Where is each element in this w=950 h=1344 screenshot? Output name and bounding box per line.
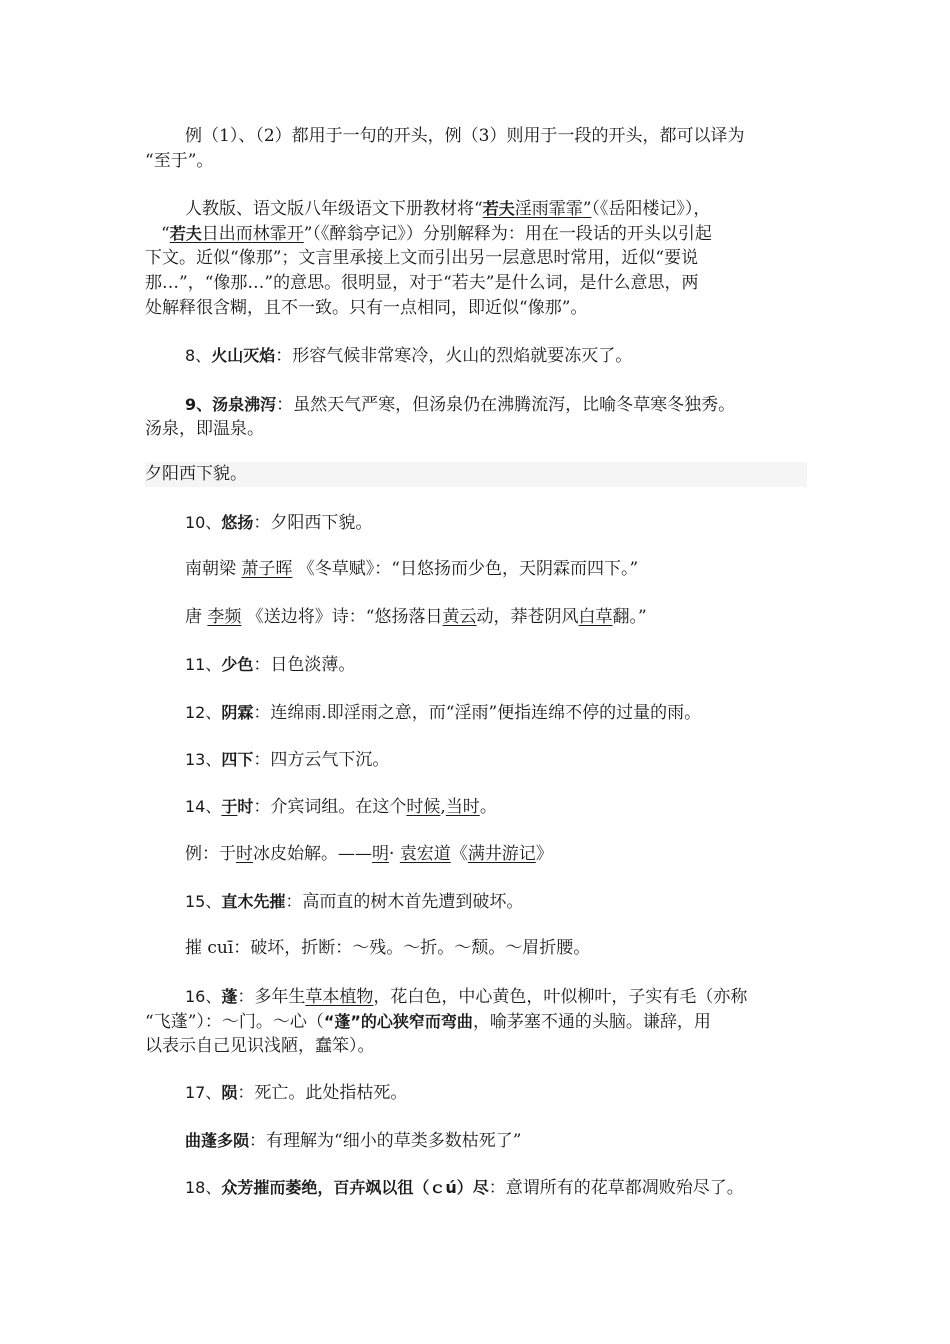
- title-link[interactable]: 满井游记: [467, 844, 536, 864]
- item-term: 时: [237, 797, 254, 816]
- item-term: 四下: [221, 750, 254, 769]
- text: “飞蓬”）：～门。～心（: [145, 1012, 324, 1032]
- item-term: 阴霖: [221, 703, 254, 722]
- text: ·: [389, 844, 400, 864]
- item-number: 16、: [185, 987, 222, 1006]
- text: ”: [582, 199, 592, 219]
- item-term: 众芳摧而萎绝，百卉飒以徂（ｃú）尽: [221, 1178, 489, 1197]
- item-number: 11、: [185, 655, 222, 674]
- text: 那…”，“像那…”的意思。很明显，对于“若夫”是什么词，是什么意思，两: [145, 273, 699, 293]
- item-8: [145, 343, 807, 369]
- item-definition: ：夕阳西下貌。: [253, 513, 373, 533]
- text: 《冬草赋》：“日悠扬而少色，天阴霖而四下。”: [292, 559, 639, 579]
- term-link[interactable]: 黄云: [442, 607, 477, 627]
- item-definition: ：高而直的树木首先遭到破坏。: [285, 892, 524, 912]
- item-number: 18、: [185, 1178, 222, 1197]
- text: 例：于: [185, 844, 236, 864]
- item-12: [145, 700, 807, 726]
- item-number: 14、: [185, 797, 222, 816]
- text: 摧 cuī：破坏，折断：～残。～折。～颓。～眉折腰。: [185, 938, 591, 958]
- term-link[interactable]: 于: [221, 797, 238, 816]
- item-14: [145, 794, 807, 820]
- author-link[interactable]: 李频: [207, 607, 242, 627]
- text: 夕阳西下貌。: [145, 464, 247, 484]
- item-definition: ：四方云气下沉。: [253, 750, 390, 770]
- item-definition: ：形容气候非常寒冷，火山的烈焰就要冻灭了。: [275, 346, 633, 366]
- item-term: 悠扬: [221, 513, 254, 532]
- text: ,: [440, 797, 446, 817]
- text: 人教版、语文版八年级语文下册教材将“: [185, 199, 483, 219]
- item-18: [145, 1175, 807, 1201]
- item-term: 火山灭焰: [211, 346, 276, 365]
- term-link[interactable]: 白草: [578, 607, 613, 627]
- text: 例（1）、（2）都用于一句的开头，例（3）则用于一段的开头，都可以译为: [185, 126, 745, 146]
- item-number: 13、: [185, 750, 222, 769]
- term-link[interactable]: 当时: [445, 797, 480, 817]
- item-10: [145, 510, 807, 536]
- highlighted-line: [145, 462, 807, 487]
- item-definition: ：意谓所有的花草都凋败殆尽了。: [488, 1178, 744, 1198]
- link-text: 日出而林霏开: [201, 224, 304, 244]
- text: 汤泉，即温泉。: [145, 419, 264, 439]
- text: 动，莽苍阴风: [476, 607, 579, 627]
- paragraph-2-line-2: [161, 221, 823, 247]
- item-definition: ：介宾词组。在这个: [253, 797, 407, 817]
- text: 处解释很含糊，且不一致。只有一点相同，即近似“像那”。: [145, 298, 588, 318]
- item-number: 9、: [185, 395, 213, 414]
- item-16-line-3: [145, 1034, 807, 1059]
- item-number: 17、: [185, 1083, 222, 1102]
- item-15: [145, 889, 807, 915]
- text: 《送边将》诗：“悠扬落日: [241, 607, 443, 627]
- item-definition: ：有理解为“细小的草类多数枯死了”: [249, 1131, 522, 1151]
- link-text: 淫雨霏霏: [514, 199, 583, 219]
- text: 南朝梁: [185, 559, 242, 579]
- item-16: [145, 984, 807, 1010]
- item-9-line-2: [145, 417, 807, 442]
- item-9: [145, 392, 807, 418]
- term-ruofu: 若夫: [482, 199, 515, 218]
- text: 下文。近似“像那”；文言里承接上文而引出另一层意思时常用，近似“要说: [145, 248, 699, 268]
- paragraph-2-line-5: [145, 296, 807, 321]
- text: 唐: [185, 607, 208, 627]
- item-definition: ：多年生: [237, 987, 306, 1007]
- paragraph-2-line-4: [145, 271, 807, 296]
- item-term: 直木先摧: [221, 892, 286, 911]
- item-term: 汤泉沸泻: [212, 395, 277, 414]
- bold-text: “蓬”的心狭窄而弯曲: [323, 1012, 473, 1031]
- item-16-line-2: [145, 1009, 807, 1035]
- item-number: 12、: [185, 703, 222, 722]
- text: 以表示自己见识浅陋，蠢笨）。: [145, 1036, 375, 1056]
- text: “: [161, 224, 170, 244]
- item-term: 少色: [221, 655, 254, 674]
- paragraph-1: [145, 124, 807, 149]
- item-11: [145, 652, 807, 678]
- item-13: [145, 747, 807, 773]
- text: 翻。”: [612, 607, 647, 627]
- item-17: [145, 1080, 807, 1106]
- term-ruofu: 若夫: [169, 224, 202, 243]
- text: 冰皮始解。——: [253, 844, 372, 864]
- text: 《: [450, 844, 468, 864]
- item-definition: ：连绵雨.即淫雨之意，而“淫雨”便指连绵不停的过量的雨。: [253, 703, 702, 723]
- text: （《岳阳楼记》），: [591, 199, 711, 219]
- text: 。: [479, 797, 497, 817]
- author-link[interactable]: 袁宏道: [399, 844, 451, 864]
- item-number: 15、: [185, 892, 222, 911]
- item-number: 8、: [185, 346, 212, 365]
- term-link[interactable]: 时: [236, 844, 253, 864]
- quote-2: [145, 605, 807, 630]
- text: ”（《醉翁亭记》）分别解释为：用在一段话的开头以引起: [303, 224, 712, 244]
- text: 》: [535, 844, 553, 864]
- cui-definition: [145, 936, 807, 961]
- text: ，喻茅塞不通的头脑。谦辞，用: [472, 1012, 711, 1032]
- item-term: 蓬: [221, 987, 238, 1006]
- term-link[interactable]: 时候: [406, 797, 441, 817]
- text: ，花白色，中心黄色，叶似柳叶，子实有毛（亦称: [373, 987, 748, 1007]
- dynasty-link[interactable]: 明: [372, 844, 389, 864]
- qupeng-duoyun: [145, 1128, 807, 1154]
- example-line: [145, 842, 807, 867]
- item-term: 陨: [221, 1083, 238, 1102]
- paragraph-2-line-3: [145, 246, 807, 271]
- paragraph-2: [145, 196, 807, 222]
- term-link[interactable]: 草本植物: [305, 987, 374, 1007]
- item-definition: ：死亡。此处指枯死。: [237, 1083, 408, 1103]
- item-definition: ：日色淡薄。: [253, 655, 356, 675]
- item-definition: ：虽然天气严寒，但汤泉仍在沸腾流泻，比喻冬草寒冬独秀。: [276, 395, 736, 415]
- author-link[interactable]: 萧子晖: [241, 559, 293, 579]
- paragraph-1-line-2: [145, 149, 807, 174]
- item-number: 10、: [185, 513, 222, 532]
- item-term: 曲蓬多陨: [185, 1131, 250, 1150]
- quote-1: [145, 557, 807, 582]
- text: “至于”。: [145, 151, 214, 171]
